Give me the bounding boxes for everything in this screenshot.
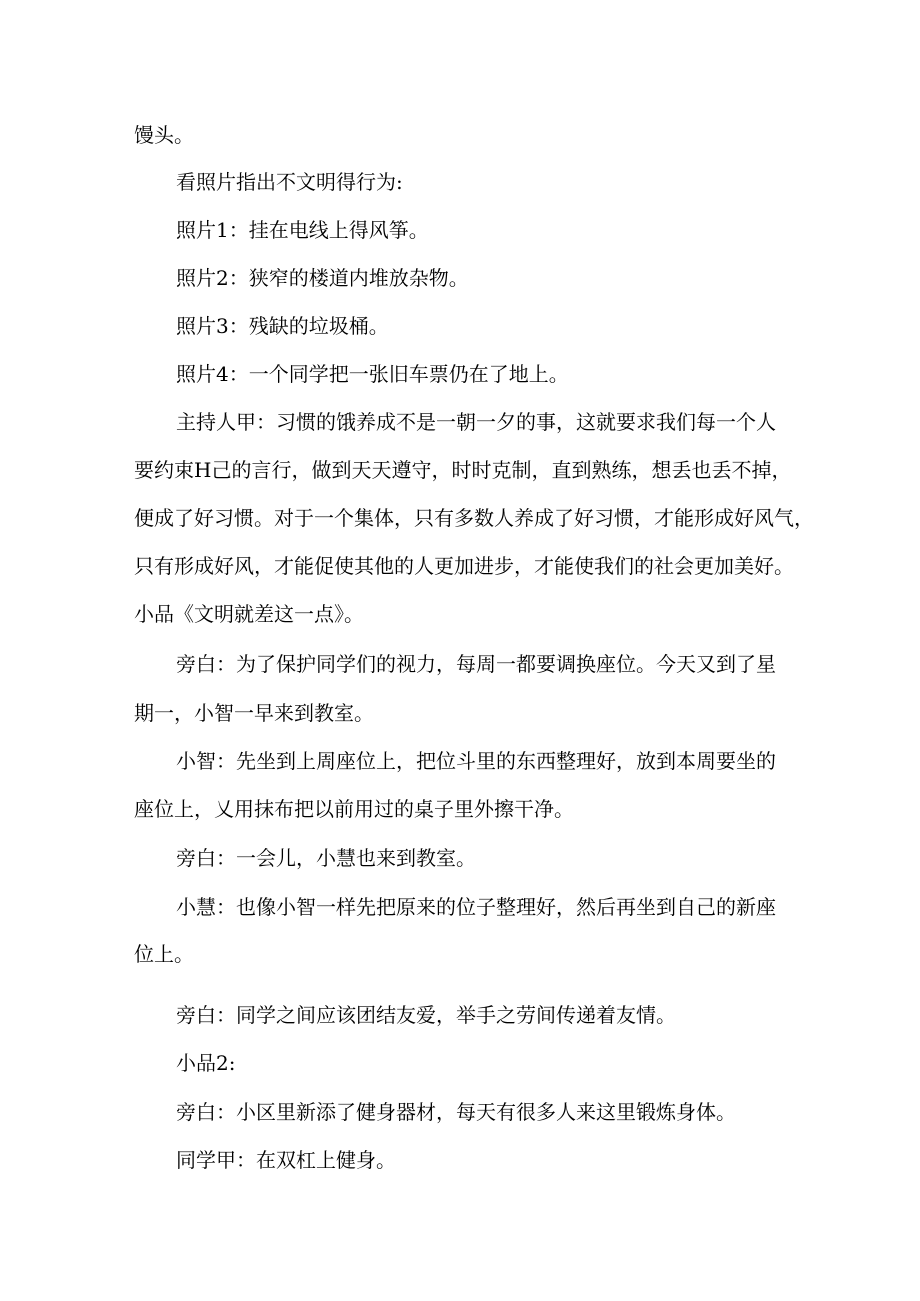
text-line: 便成了好习惯。对于一个集体，只有多数人养成了好习惯，才能形成好风气， [134,506,814,530]
text-line: 只有形成好风，才能促使其他的人更加进步，才能使我们的社会更加美好。 [134,554,794,578]
text-line: 期一，小智一早来到教室。 [134,701,374,725]
text-line: 旁白：一会儿，小慧也来到教室。 [176,846,476,870]
text-line: 小慧：也像小智一样先把原来的位子整理好，然后再坐到自己的新座 [176,895,776,919]
text-line: 旁白：小区里新添了健身器材，每天有很多人来这里锻炼身体。 [176,1100,736,1124]
text-line: 看照片指出不文明得行为: [176,170,403,194]
text-line: 旁白：同学之间应该团结友爱，举手之劳间传递着友情。 [176,1003,676,1027]
text-line: 照片2：狭窄的楼道内堆放杂物。 [176,266,469,290]
text-line: 小品《文明就差这一点》。 [134,602,364,626]
text-line: 馒头。 [134,123,194,147]
text-line: 旁白：为了保护同学们的视力，每周一都要调换座位。今天又到了星 [176,652,776,676]
text-line: 照片4：一个同学把一张旧车票仍在了地上。 [176,362,569,386]
text-line: 座位上，乂用抹布把以前用过的桌子里外擦干净。 [134,797,574,821]
text-line: 主持人甲：习惯的饿养成不是一朝一夕的事，这就要求我们每一个人 [176,410,776,434]
text-line: 照片1：挂在电线上得风筝。 [176,218,429,242]
text-line: 同学甲：在双杠上健身。 [176,1148,396,1172]
text-line: 照片3：残缺的垃圾桶。 [176,314,389,338]
text-line: 位上。 [134,942,194,966]
text-line: 要约束H己的言行，做到天天遵守，时时克制，直到熟练，想丢也丢不掉， [134,458,792,482]
text-line: 小智：先坐到上周座位上，把位斗里的东西整理好，放到本周要坐的 [176,749,776,773]
text-line: 小品2: [176,1051,236,1075]
